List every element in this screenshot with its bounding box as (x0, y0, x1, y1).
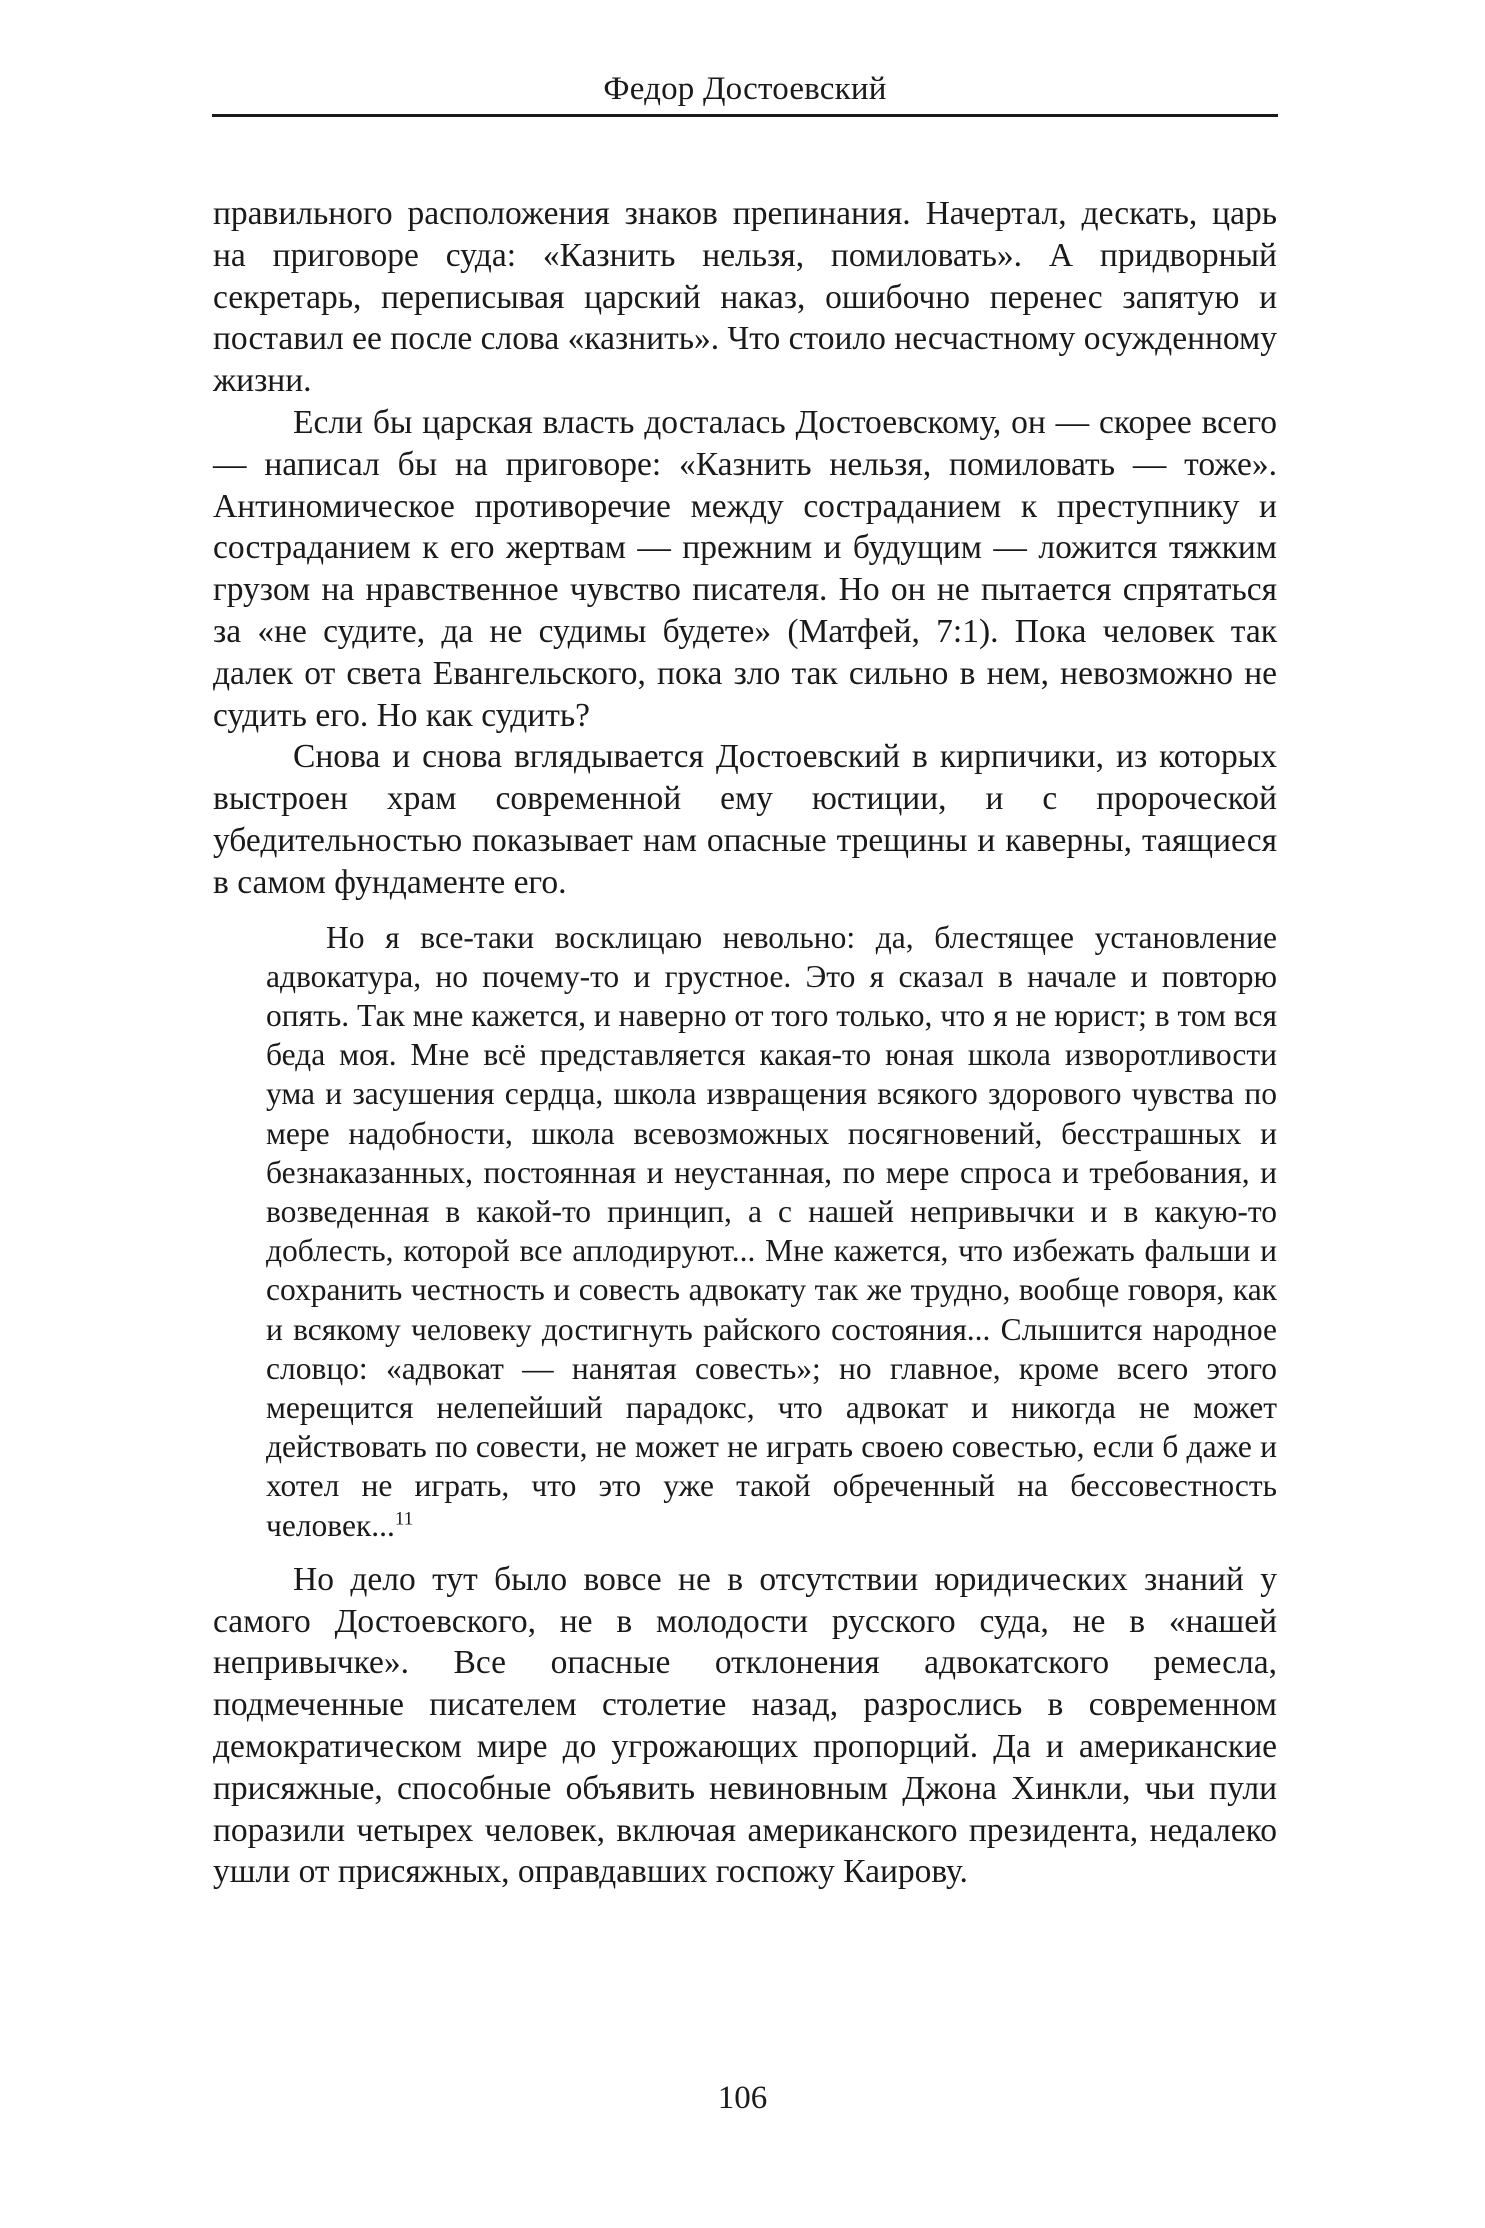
block-quote-paragraph (266, 918, 1277, 1545)
running-header-title: Федор Достоевский (603, 71, 887, 107)
paragraph-tsar-power: Если бы царская власть досталась Достоевскому, он — скорее всего — написал бы на приговоре: «Казнить нельзя, помиловать — тоже». Антиномическое противоречие между состраданием к преступнику и состраданием к его жертвам — прежним и будущим — ложится тяжким грузом на нравственное чувство писателя. Но он не пытается спрятаться за «не судите, да не судимы будете» (Матфей, 7:1). Пока человек так далек от света Евангельского, пока зло так сильно в нем, невозможно не судить его. Но как судить? (213, 403, 1277, 734)
page-body (213, 193, 1277, 1893)
paragraph-closing: Но дело тут было вовсе не в отсутствии юридических знаний у самого Достоевского, не в молодости русского суда, не в «нашей непривычке». Все опасные отклонения адвокатского ремесла, подмеченные писателем столетие назад, разрослись в современном демократическом мире до угрожающих пропорций. Да и американские присяжные, способные объявить невиновным Джона Хинкли, чьи пули поразили четырех человек, включая американского президента, недалеко ушли от присяжных, оправдавших госпожу Каирову. (213, 1560, 1277, 1891)
block-quote-text: Но я все-таки восклицаю невольно: да, блестящее установление адвокатура, но почему-то и грустное. Это я сказал в начале и повторю опять. Так мне кажется, и наверно от того только, что я не юрист; в том вся беда моя. Мне всё представляется какая-то юная школа изворотливости ума и засушения сердца, школа извращения всякого здорового чувства по мере надобности, школа всевозможных посягновений, бесстрашных и безнаказанных, постоянная и неустанная, по мере спроса и требования, и возведенная в какой-то принцип, а с нашей непривычки и в какую-то доблесть, которой все аплодируют... Мне кажется, что избежать фальши и сохранить честность и совесть адвокату так же трудно, вообще говоря, как и всякому человеку достигнуть райского состояния... Слышится народное словцо: «адвокат — нанятая совесть»; но главное, кроме всего этого мерещится нелепейший парадокс, что адвокат и никогда не может действовать по совести, не может не играть своею совестью, если б даже и хотел не играть, что это уже такой обреченный на бессовестность человек... (266, 919, 1277, 1543)
footnote-reference[interactable]: 11 (394, 1508, 414, 1530)
paragraph-justice-temple: Снова и снова вглядывается Достоевский в кирпичики, из которых выстроен храм современной ему юстиции, и с пророческой убедительностью показывает нам опасные трещины и каверны, таящиеся в самом фундаменте его. (213, 738, 1277, 901)
running-header (212, 62, 1278, 117)
paragraph-continuation: правильного расположения знаков препинания. Начертал, дескать, царь на приговоре суда: «Казнить нельзя, помиловать». А придворный секретарь, переписывая царский наказ, ошибочно перенес запятую и поставил ее после слова «казнить». Что стоило несчастному осужденному жизни. (213, 195, 1277, 400)
page-number: 106 (717, 2080, 768, 2116)
block-quote (266, 918, 1277, 1545)
